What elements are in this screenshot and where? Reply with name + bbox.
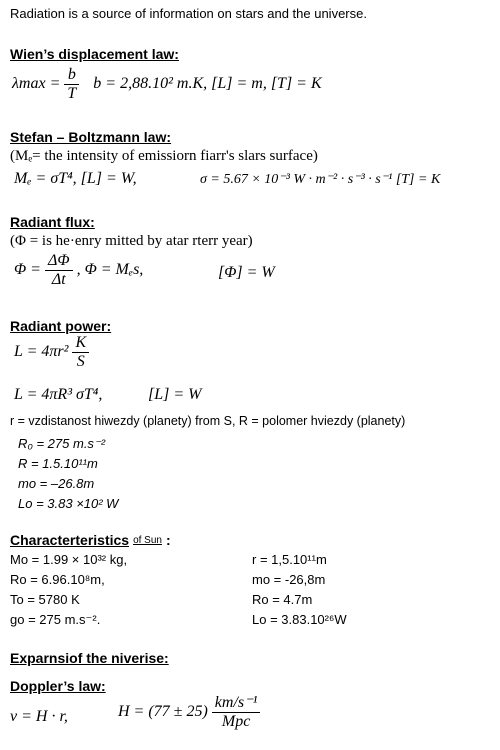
- power-description: r = vzdistanost hiwezdy (planety) from S, R = polomer hviezdy (planety): [10, 414, 406, 428]
- flux-lhs: Φ =: [14, 261, 41, 279]
- intro-text: Radiation is a source of information on stars and the universe.: [10, 6, 367, 21]
- sun-heading-small: of Sun: [133, 535, 162, 546]
- stefan-sigma: σ = 5.67 × 10⁻³ W · m⁻² · s⁻³ · s⁻¹ [T] = K: [200, 172, 441, 187]
- stefan-note: (Mₑ= the intensity of emissiorn fiarr's slars surface): [10, 148, 318, 164]
- flux-denominator: Δt: [51, 271, 66, 288]
- power-numerator: K: [72, 334, 89, 353]
- flux-mid: , Φ = Mₑs,: [76, 261, 144, 279]
- flux-formula: [14, 252, 143, 289]
- wien-denominator: T: [67, 85, 77, 102]
- doppler-h-lhs: H = (77 ± 25): [118, 703, 208, 721]
- sun-left-value: To = 5780 K: [10, 592, 80, 607]
- stefan-formula: Mₑ = σT⁴, [L] = W,: [14, 170, 137, 187]
- flux-fraction: [45, 252, 73, 289]
- sun-right-value: Lo = 3.83.10²⁶W: [252, 612, 347, 627]
- sun-heading-colon: :: [165, 532, 171, 548]
- wien-fraction: [64, 66, 79, 103]
- sun-right-value: Ro = 4.7m: [252, 592, 313, 607]
- power-unit: [L] = W: [148, 386, 202, 403]
- wien-rest: b = 2,88.10² m.K, [L] = m, [T] = K: [93, 75, 322, 93]
- power-heading: Radiant power:: [10, 318, 112, 334]
- doppler-formula: v = H · r,: [10, 708, 68, 725]
- power-value: R₀ = 275 m.s⁻²: [18, 436, 106, 451]
- expansion-heading: Exparnsiof the niverise:: [10, 650, 169, 666]
- sun-left-value: Mo = 1.99 × 10³² kg,: [10, 552, 128, 567]
- power-formula-2: L = 4πR³ σT⁴,: [14, 386, 103, 403]
- doppler-hubble: [118, 694, 260, 731]
- sun-heading: Characterteristics: [10, 532, 130, 548]
- power-formula-1: [14, 334, 89, 371]
- doppler-numerator: km/s⁻¹: [212, 694, 261, 713]
- wien-numerator: b: [64, 66, 79, 85]
- sun-left-value: Ro = 6.96.10⁸m,: [10, 572, 105, 587]
- sun-right-column: [252, 550, 347, 630]
- flux-note: (Φ = is he·enry mitted by atar rterr year): [10, 233, 253, 249]
- power-value: mo = –26.8m: [18, 476, 95, 491]
- wien-lhs: λmax =: [12, 75, 61, 93]
- sun-right-value: r = 1,5.10¹¹m: [252, 552, 327, 567]
- flux-heading: Radiant flux:: [10, 214, 95, 230]
- power-values: [18, 434, 118, 514]
- sun-left-value: go = 275 m.s⁻².: [10, 612, 101, 627]
- power-value: Lo = 3.83 ×10² W: [18, 496, 119, 511]
- sun-heading-row: [10, 532, 171, 550]
- flux-numerator: ΔΦ: [45, 252, 73, 271]
- stefan-heading: Stefan – Boltzmann law:: [10, 129, 172, 145]
- power-lhs: L = 4πr²: [14, 343, 69, 361]
- flux-unit: [Φ] = W: [218, 264, 275, 281]
- sun-right-value: mo = -26,8m: [252, 572, 326, 587]
- sun-left-column: [10, 550, 127, 630]
- wien-heading: Wien’s displacement law:: [10, 46, 179, 62]
- power-fraction: [72, 334, 89, 371]
- power-denominator: S: [76, 353, 85, 370]
- doppler-heading: Doppler’s law:: [10, 678, 106, 694]
- doppler-fraction: [212, 694, 261, 731]
- power-value: R = 1.5.10¹¹m: [18, 456, 98, 471]
- wien-formula: [12, 66, 322, 103]
- doppler-denominator: Mpc: [221, 713, 251, 730]
